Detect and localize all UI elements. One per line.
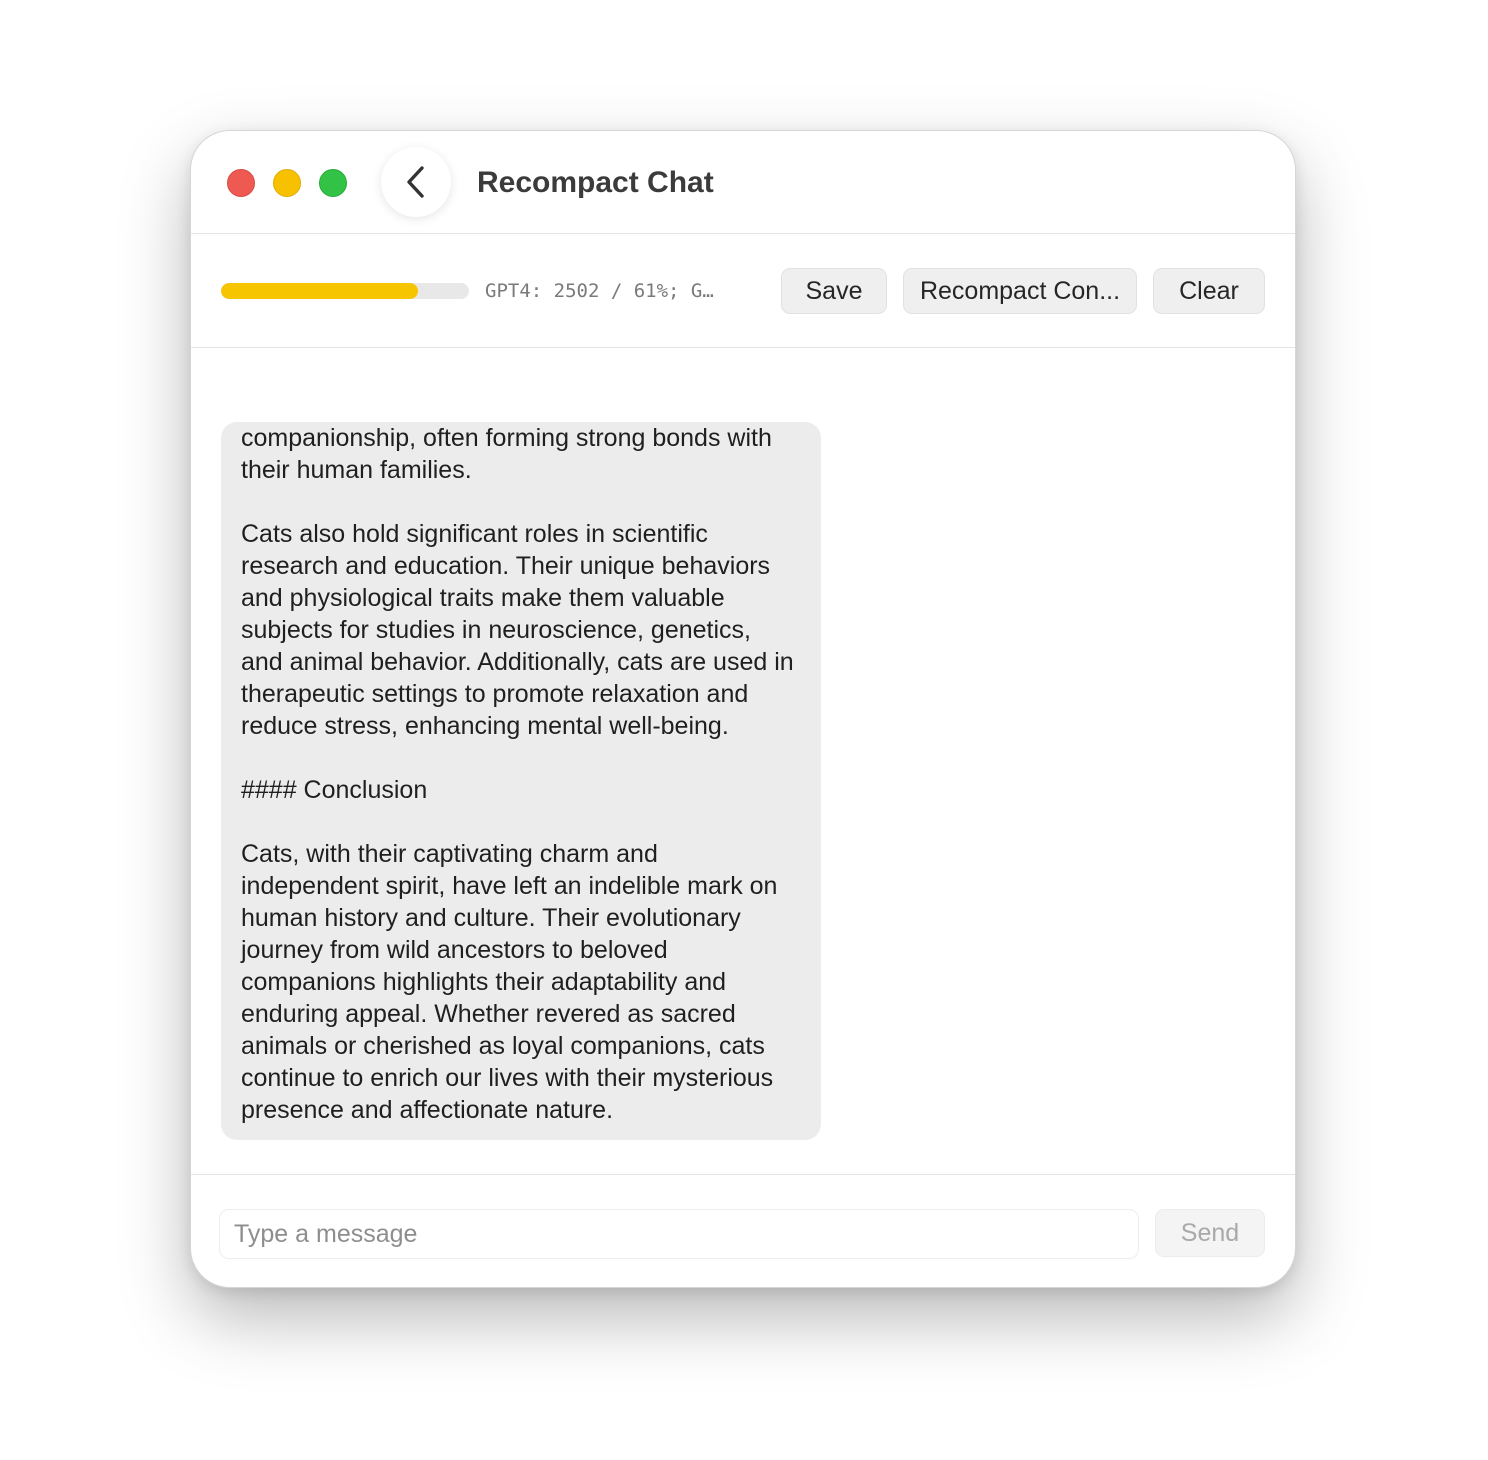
message-text: companionship, often forming strong bonds with their human families. Cats also hold significant roles in scientific research and education. Their unique behaviors and physiological traits make them valuable subjects for studies in neuroscience, genetics, and animal behavior. Additionally, cats are used in therapeutic settings to promote relaxation and reduce stress, enhancing mental well-being. #### Conclusion Cats, with their captivating charm and independent spirit, have left an indelible mark on human history and culture. Their evolutionary journey from wild ancestors to beloved companions highlights their adaptability and enduring appeal. Whether revered as sacred animals or cherished as loyal companions, cats continue to enrich our lives with their mysterious presence and affectionate nature. [241, 424, 794, 1124]
composer [191, 1175, 1295, 1287]
token-status: GPT4: 2502 / 61%; G… [485, 280, 714, 302]
back-button[interactable] [381, 147, 451, 217]
assistant-message-bubble [221, 422, 821, 1140]
toolbar [191, 234, 1295, 348]
save-button[interactable]: Save [781, 268, 887, 314]
context-usage-bar [221, 283, 469, 299]
recompact-button[interactable]: Recompact Con... [903, 268, 1137, 314]
page-title: Recompact Chat [477, 166, 714, 199]
zoom-window-button[interactable] [319, 169, 347, 197]
title-bar [191, 131, 1295, 234]
context-usage-fill [221, 283, 418, 299]
clear-button[interactable]: Clear [1153, 268, 1265, 314]
chat-window [190, 130, 1296, 1288]
message-input[interactable] [219, 1209, 1139, 1259]
chevron-left-icon [403, 165, 429, 199]
minimize-window-button[interactable] [273, 169, 301, 197]
close-window-button[interactable] [227, 169, 255, 197]
message-list[interactable] [191, 348, 1295, 1175]
send-button[interactable]: Send [1155, 1209, 1265, 1257]
